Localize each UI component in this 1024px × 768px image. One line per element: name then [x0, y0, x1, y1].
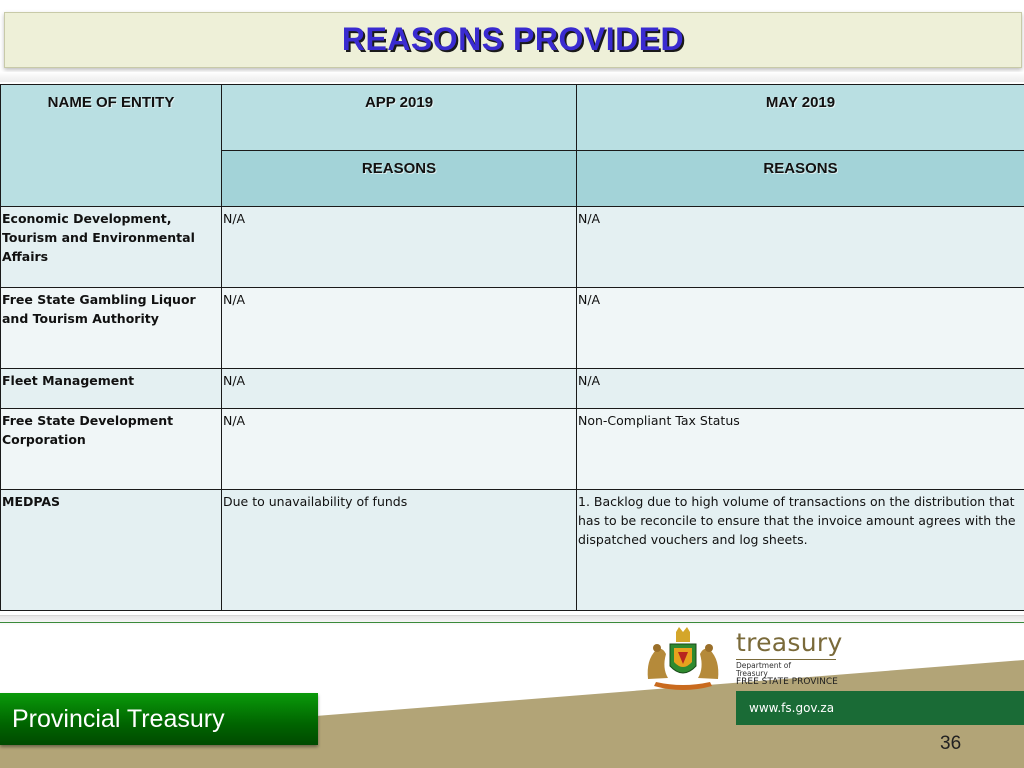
department-line: Department of — [736, 661, 791, 670]
may-reason-cell: 1. Backlog due to high volume of transactions on the distribution that has to be reconcile to ensure that the invoice amount agrees with the dispatched vouchers and log sheets. — [577, 490, 1024, 611]
department-line: Treasury — [736, 669, 768, 678]
header-entity: NAME OF ENTITY — [1, 85, 222, 207]
page-number: 36 — [940, 733, 962, 754]
table-row — [1, 369, 1024, 409]
coat-of-arms-icon — [640, 624, 726, 692]
may-reason-cell: N/A — [577, 369, 1024, 409]
header-separator — [0, 72, 1024, 82]
entity-cell: MEDPAS — [1, 490, 222, 611]
reasons-table — [0, 84, 1024, 611]
subheader-may-reasons: REASONS — [577, 151, 1024, 207]
table-row — [1, 490, 1024, 611]
footer-divider — [0, 622, 1024, 623]
provincial-treasury-label: Provincial Treasury — [12, 705, 225, 733]
table-row — [1, 207, 1024, 288]
subheader-app-reasons: REASONS — [222, 151, 577, 207]
website-link[interactable]: www.fs.gov.za — [749, 701, 835, 715]
entity-cell: Economic Development, Tourism and Environmental Affairs — [1, 207, 222, 288]
entity-cell: Free State Development Corporation — [1, 409, 222, 490]
header-row — [1, 85, 1024, 151]
app-reason-cell: N/A — [222, 409, 577, 490]
app-reason-cell: N/A — [222, 369, 577, 409]
may-reason-cell: Non-Compliant Tax Status — [577, 409, 1024, 490]
header-may-2019: MAY 2019 — [577, 85, 1024, 151]
logo-underline — [736, 659, 836, 660]
entity-cell: Fleet Management — [1, 369, 222, 409]
header-app-2019: APP 2019 — [222, 85, 577, 151]
may-reason-cell: N/A — [577, 288, 1024, 369]
province-name: FREE STATE PROVINCE — [736, 677, 838, 687]
title-bar — [4, 12, 1022, 68]
entity-cell: Free State Gambling Liquor and Tourism Authority — [1, 288, 222, 369]
page-title: REASONS PROVIDED — [341, 21, 685, 57]
table-row — [1, 409, 1024, 490]
url-bar — [736, 691, 1024, 725]
provincial-treasury-tab — [0, 693, 318, 745]
treasury-logo-text: treasury — [736, 628, 843, 657]
footer-separator — [0, 615, 1024, 626]
app-reason-cell: N/A — [222, 207, 577, 288]
may-reason-cell: N/A — [577, 207, 1024, 288]
app-reason-cell: Due to unavailability of funds — [222, 490, 577, 611]
table-row — [1, 288, 1024, 369]
app-reason-cell: N/A — [222, 288, 577, 369]
